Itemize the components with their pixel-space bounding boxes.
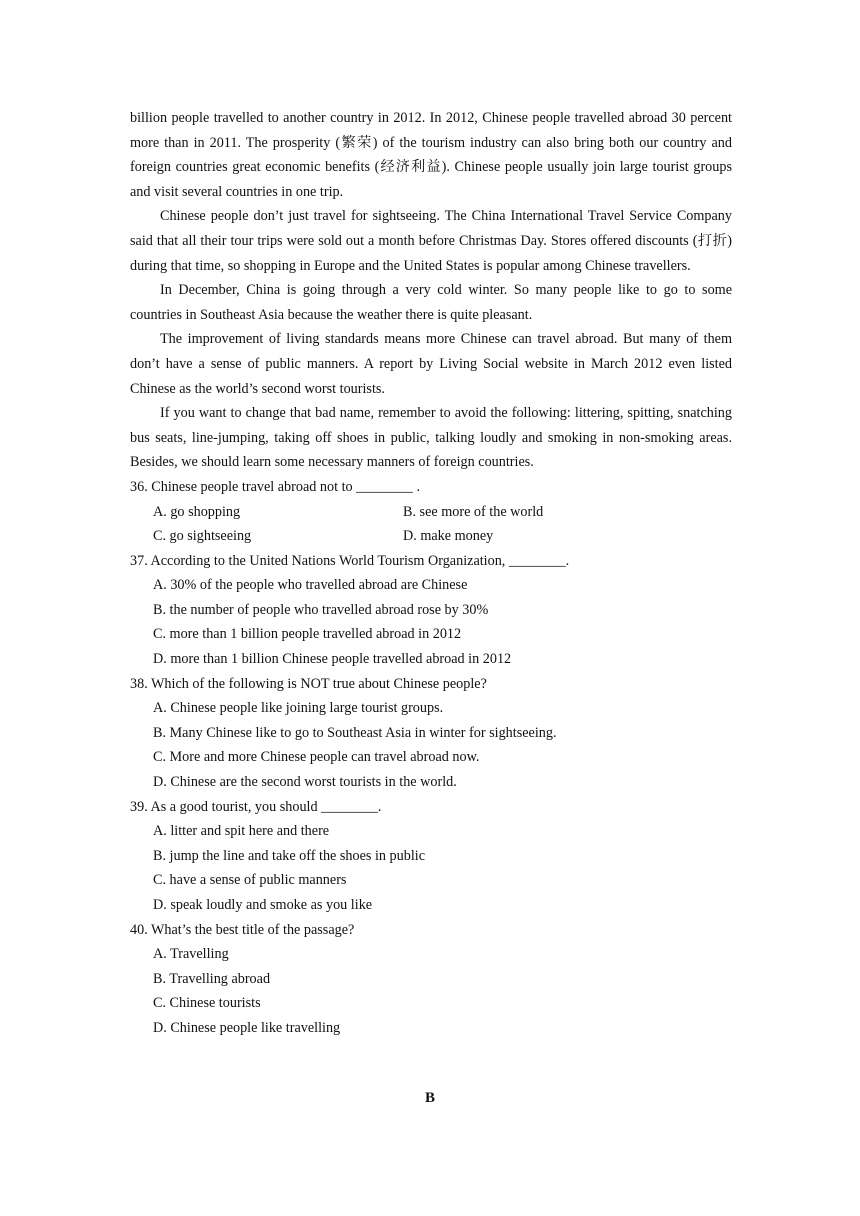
option-c: C. More and more Chinese people can travel abroad now. (153, 749, 480, 766)
passage-paragraph-2: Chinese people don’t just travel for sightseeing. The China International Travel Service Company said that all their tour trips were sold out a month before Christmas Day. Stores offered discounts (打折) during that time, so shopping in Europe and the United States is popular among Chinese travellers. (130, 208, 732, 274)
option-row (153, 524, 732, 549)
question-stem: 36. Chinese people travel abroad not to ________ . (130, 478, 420, 495)
question-36 (130, 475, 732, 549)
question-stem: 40. What’s the best title of the passage? (130, 921, 355, 938)
option-a: A. 30% of the people who travelled abroad are Chinese (153, 577, 468, 594)
passage-paragraph-5: If you want to change that bad name, remember to avoid the following: littering, spitting, snatching bus seats, line-jumping, taking off shoes in public, talking loudly and smoking in non-smoking areas. Besides, we should learn some necessary manners of foreign countries. (130, 405, 732, 471)
option-c: C. more than 1 billion people travelled abroad in 2012 (153, 626, 462, 643)
option-row (153, 500, 732, 525)
passage-paragraph-1: billion people travelled to another country in 2012. In 2012, Chinese people travelled abroad 30 percent more than in 2011. The prosperity (繁荣) of the tourism industry can also bring both our country and foreign countries great economic benefits (经济利益). Chinese people usually join large tourist groups and visit several countries in one trip. (130, 110, 732, 200)
option-a: A. litter and spit here and there (153, 823, 330, 840)
passage-paragraph-4: The improvement of living standards means more Chinese can travel abroad. But many of them don’t have a sense of public manners. A report by Living Social website in March 2012 even listed Chinese as the world’s second worst tourists. (130, 331, 732, 397)
question-stem: 37. According to the United Nations World Tourism Organization, ________. (130, 552, 570, 569)
section-heading: B (424, 1090, 435, 1106)
option-b: B. Many Chinese like to go to Southeast Asia in winter for sightseeing. (153, 724, 557, 741)
option-b: B. Travelling abroad (153, 970, 271, 987)
question-40 (130, 918, 732, 1041)
question-37 (130, 549, 732, 672)
option-b: B. the number of people who travelled abroad rose by 30% (153, 601, 489, 618)
option-c: C. go sightseeing (153, 528, 252, 545)
question-stem: 39. As a good tourist, you should ________. (130, 798, 382, 815)
question-stem: 38. Which of the following is NOT true about Chinese people? (130, 675, 487, 692)
option-a: A. Travelling (153, 946, 229, 963)
option-d: D. more than 1 billion Chinese people travelled abroad in 2012 (153, 651, 512, 668)
option-b: B. see more of the world (403, 503, 544, 520)
passage-paragraph-3: In December, China is going through a very cold winter. So many people like to go to some countries in Southeast Asia because the weather there is quite pleasant. (130, 282, 732, 323)
option-a: A. Chinese people like joining large tourist groups. (153, 700, 444, 717)
option-d: D. Chinese people like travelling (153, 1019, 341, 1036)
option-d: D. Chinese are the second worst tourists in the world. (153, 774, 457, 791)
option-c: C. Chinese tourists (153, 995, 261, 1012)
question-39 (130, 795, 732, 918)
option-d: D. make money (403, 528, 494, 545)
document-page (130, 106, 732, 1041)
option-d: D. speak loudly and smoke as you like (153, 897, 373, 913)
option-a: A. go shopping (153, 503, 241, 520)
question-38 (130, 672, 732, 795)
option-c: C. have a sense of public manners (153, 872, 347, 889)
option-b: B. jump the line and take off the shoes in public (153, 847, 426, 864)
reading-passage (130, 106, 732, 475)
